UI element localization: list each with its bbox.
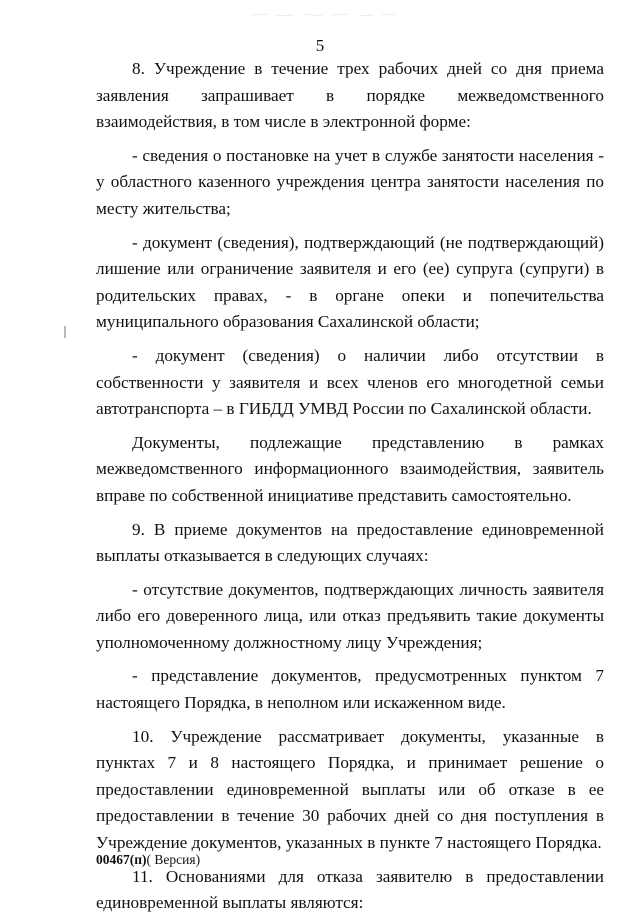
paragraph-10: 10. Учреждение рассматривает документы, указанные в пунктах 7 и 8 настоящего Порядка, и принимает решение о предоставлении единовременной выплаты или об отказе в ее предоставлении в течение 30 рабочих дней со дня поступления в Учреждение документов, указанных в пункте 7 настоящего Порядка. [96, 726, 604, 853]
paragraph-8: 8. Учреждение в течение трех рабочих дней со дня приема заявления запрашивает в порядке межведомственного взаимодействия, в том числе в электронной форме: [96, 59, 604, 132]
document-footer [96, 852, 200, 868]
paragraph-8-item-employment: - сведения о постановке на учет в службе занятости населения - у областного казенного учреждения центра занятости населения по месту жительства; [96, 145, 604, 218]
page-number: 5 [315, 36, 325, 55]
paragraph-11: 11. Основаниями для отказа заявителю в предоставлении единовременной выплаты являются: [96, 866, 604, 913]
paragraph-8-note: Документы, подлежащие представлению в рамках межведомственного информационного взаимодействия, заявитель вправе по собственной инициативе представить самостоятельно. [96, 432, 604, 505]
paragraph-8-item-parental-rights: - документ (сведения), подтверждающий (не подтверждающий) лишение или ограничение заявителя и его (ее) супруга (супруги) в родительских правах, - в органе опеки и попечительства муниципального образования Сахалинской области; [96, 232, 604, 332]
paragraph-9-item-identity: - отсутствие документов, подтверждающих личность заявителя либо его доверенного лица, или отказ предъявить такие документы уполномоченному должностному лицу Учреждения; [96, 579, 604, 652]
document-body [96, 56, 604, 921]
paragraph-9: 9. В приеме документов на предоставление единовременной выплаты отказывается в следующих случаях: [96, 519, 604, 566]
margin-mark [64, 326, 66, 338]
document-version: ( Версия) [146, 852, 201, 867]
document-code: 00467(п) [96, 852, 147, 867]
scan-artifact [248, 8, 398, 22]
paragraph-9-item-incomplete: - представление документов, предусмотренных пунктом 7 настоящего Порядка, в неполном или искаженном виде. [96, 666, 604, 713]
paragraph-8-item-vehicles: - документ (сведения) о наличии либо отсутствии в собственности у заявителя и всех членов его многодетной семьи автотранспорта – в ГИБДД УМВД России по Сахалинской области. [96, 345, 604, 419]
